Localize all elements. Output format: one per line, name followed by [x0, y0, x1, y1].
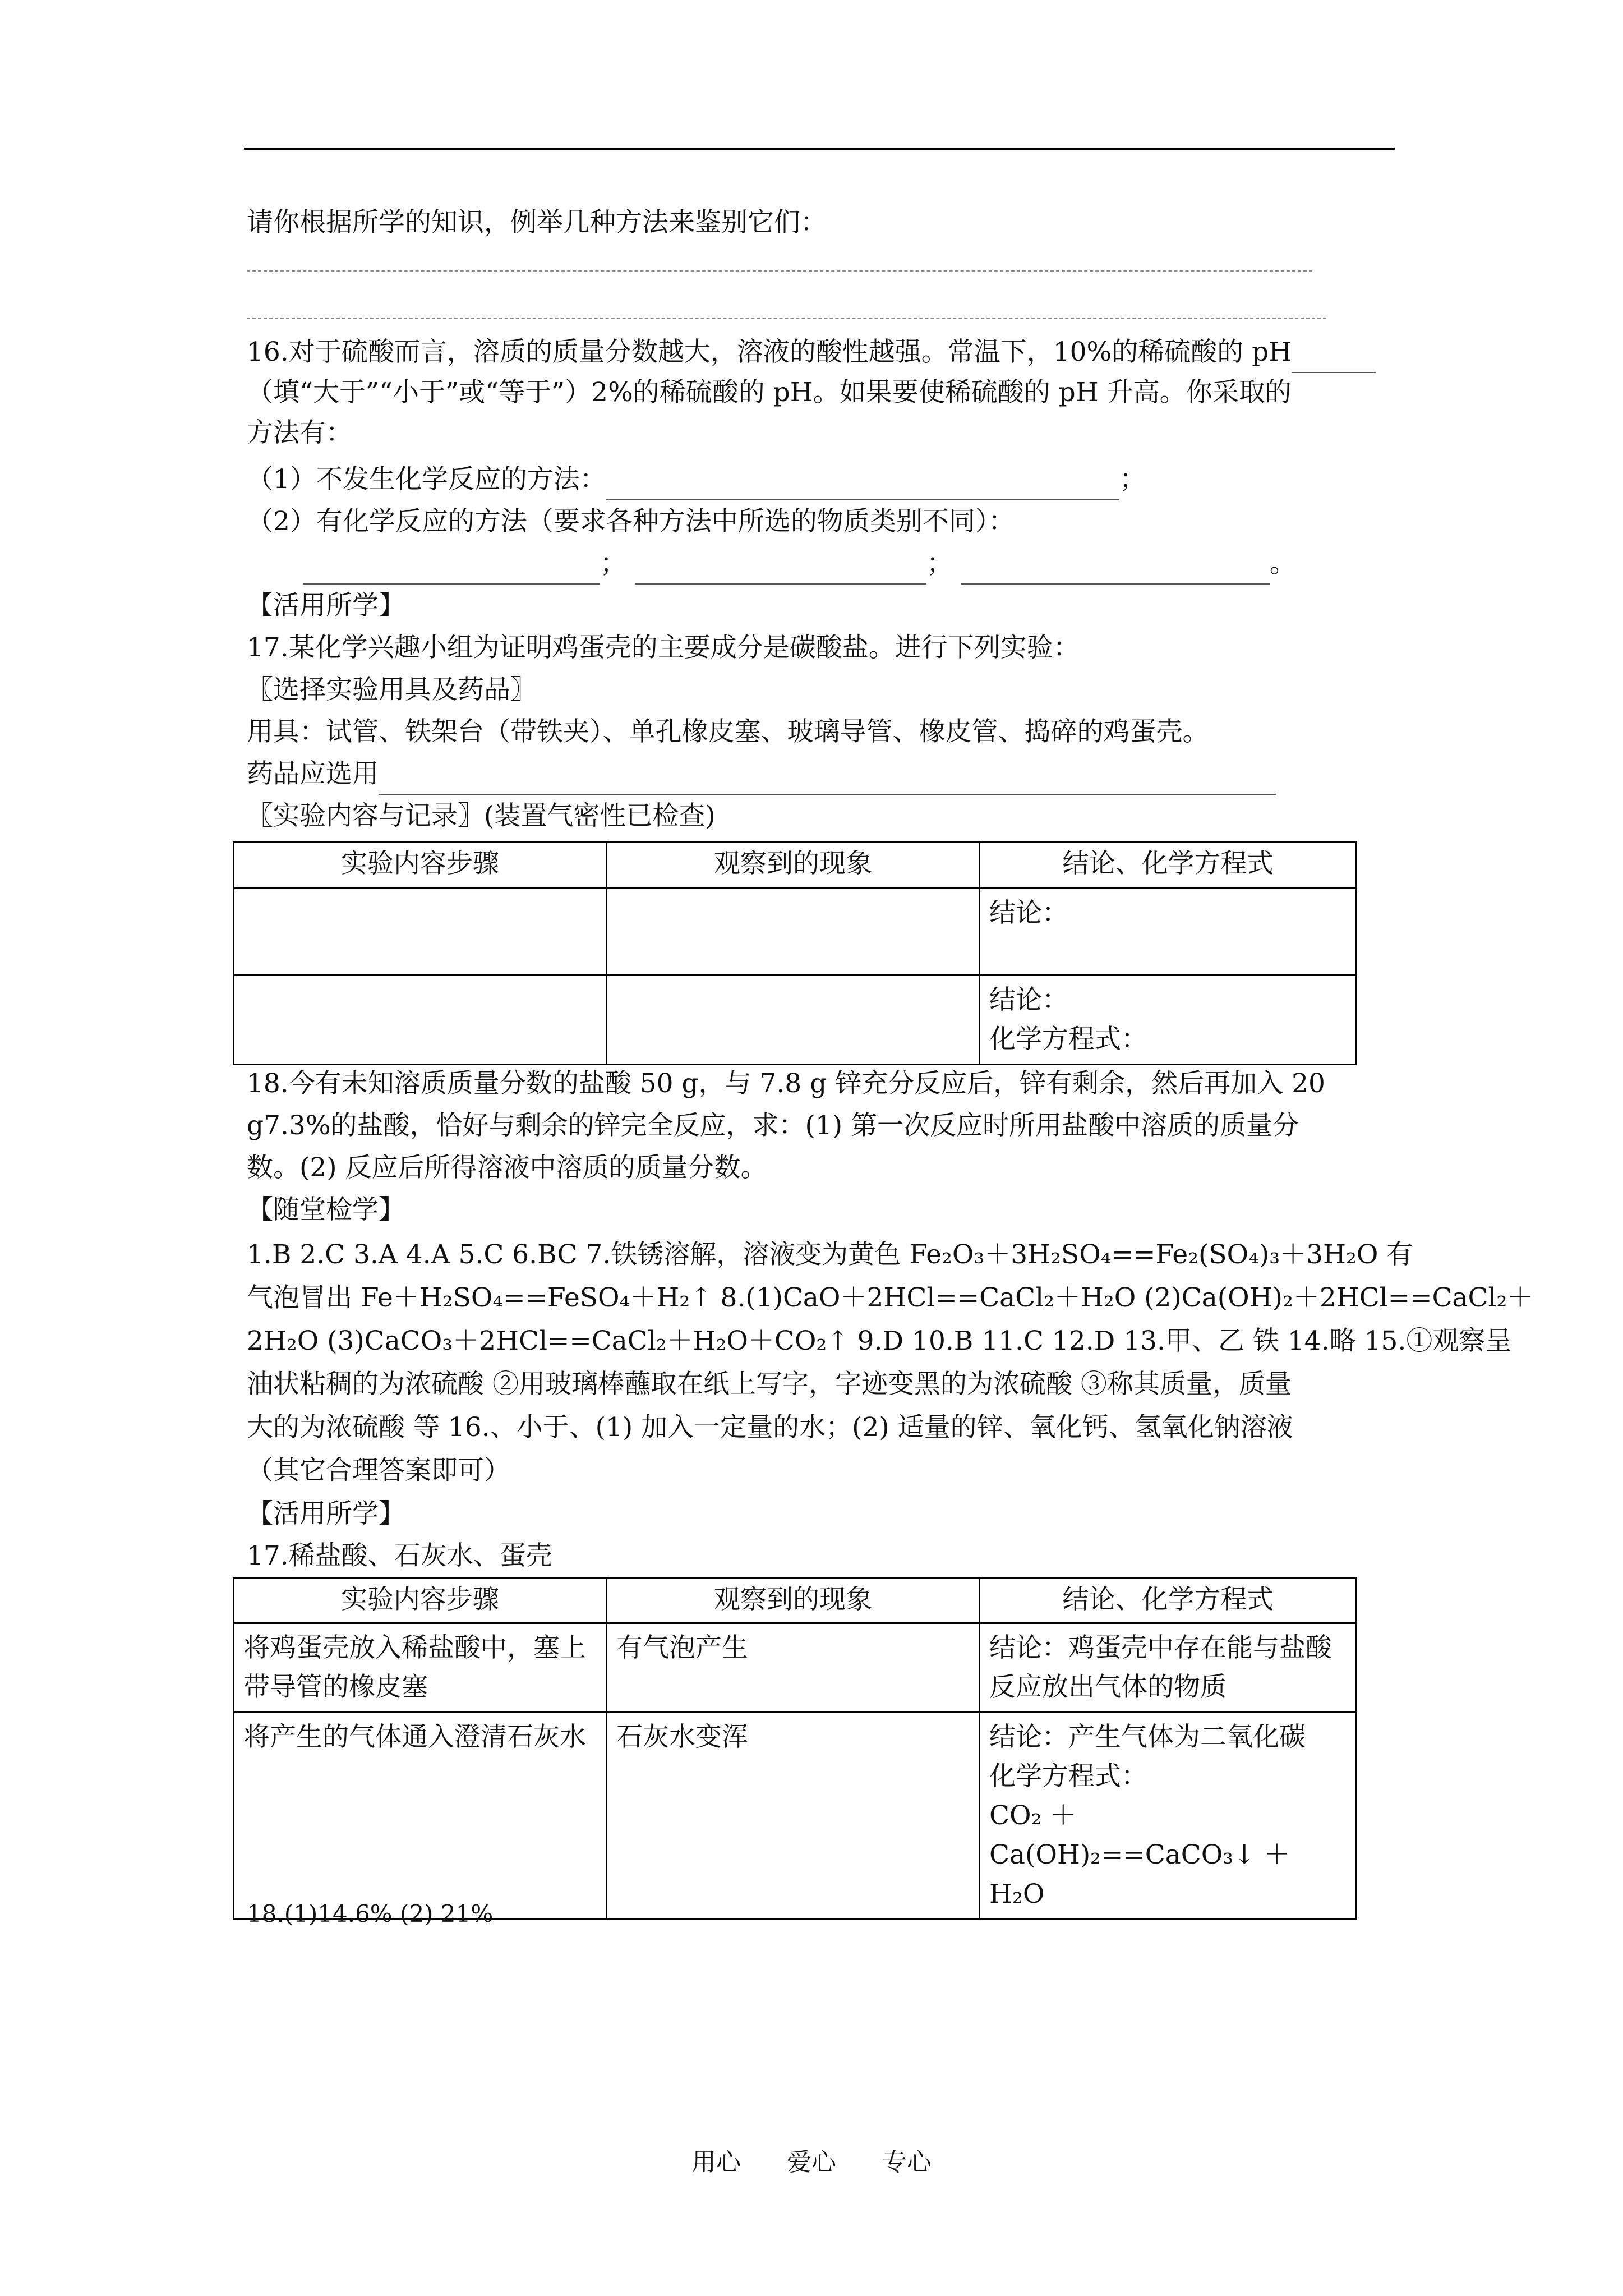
- equation-text: CO₂ ＋ Ca(OH)₂==CaCO₃↓ ＋: [989, 1800, 1290, 1870]
- table-header-row: [234, 1579, 1357, 1623]
- ans18: 18.(1)14.6% (2) 21%: [247, 1900, 494, 1927]
- header-phenomena: 观察到的现象: [607, 1579, 980, 1623]
- equation-label: 化学方程式：: [989, 1761, 1147, 1792]
- q16-method2-blank-a: [303, 553, 600, 585]
- q16-end: 。: [1269, 548, 1296, 579]
- header-steps: 实验内容步骤: [234, 1579, 607, 1623]
- answer-blank-1: [247, 270, 1312, 272]
- q16-method1: [247, 459, 1146, 500]
- section-check: 【随堂检学】: [247, 1194, 405, 1225]
- ans17-drugs: 17.稀盐酸、石灰水、蛋壳: [247, 1540, 552, 1571]
- equation-label: 化学方程式：: [989, 1024, 1147, 1055]
- q16-line2: （填“大于”“小于”或“等于”）2%的稀硫酸的 pH。如果要使稀硫酸的 pH 升高。你采取的: [247, 377, 1292, 408]
- table-row: [234, 1713, 1357, 1920]
- q17-record: 〖实验内容与记录〗(装置气密性已检查): [247, 800, 716, 831]
- q16-method1-label: （1）不发生化学反应的方法：: [247, 464, 606, 495]
- q17-title: 17.某化学兴趣小组为证明鸡蛋壳的主要成分是碳酸盐。进行下列实验：: [247, 632, 1080, 663]
- q16-line1: [247, 332, 1376, 373]
- intro-text: 请你根据所学的知识，例举几种方法来鉴别它们：: [247, 207, 827, 238]
- header-steps: 实验内容步骤: [234, 843, 607, 889]
- section-apply-2: 【活用所学】: [247, 1498, 405, 1529]
- q16-line3: 方法有：: [247, 417, 352, 448]
- footer-word: 用心: [691, 2148, 741, 2177]
- q16-method2-blank-b: [635, 553, 926, 585]
- q18-line2: g7.3%的盐酸，恰好与剩余的锌完全反应，求：(1) 第一次反应时所用盐酸中溶质的质量分: [247, 1110, 1299, 1141]
- cell-empty: [234, 976, 607, 1065]
- cell-conclusion: [980, 1713, 1357, 1920]
- table-row: [234, 889, 1357, 976]
- q16-method1-end: ；: [1119, 464, 1146, 495]
- answers-line4: 油状粘稠的为浓硫酸 ②用玻璃棒蘸取在纸上写字，字迹变黑的为浓硫酸 ③称其质量，质量: [247, 1369, 1292, 1400]
- conclusion-text: 结论：产生气体为二氧化碳: [989, 1722, 1306, 1752]
- answers-line3: 2H₂O (3)CaCO₃＋2HCl==CaCl₂＋H₂O＋CO₂↑ 9.D 10.B 11.C 12.D 13.甲、乙 铁 14.略 15.①观察呈: [247, 1326, 1512, 1356]
- header-rule: [244, 148, 1395, 150]
- q17-drugs: [247, 753, 1276, 795]
- header-phenomena: 观察到的现象: [607, 843, 980, 889]
- cell-phenomenon: 石灰水变浑: [607, 1713, 980, 1920]
- q16-method2: （2）有化学反应的方法（要求各种方法中所选的物质类别不同）：: [247, 506, 1015, 537]
- equation-text-cont: H₂O: [989, 1879, 1045, 1910]
- table-header-row: [234, 843, 1357, 889]
- table-row: [234, 1623, 1357, 1713]
- q16-sep-1: ；: [600, 548, 626, 579]
- footer-word: 爱心: [787, 2148, 836, 2177]
- cell-empty: [607, 976, 980, 1065]
- cell-step: 将产生的气体通入澄清石灰水: [234, 1713, 607, 1920]
- q16-method1-blank: [606, 469, 1119, 500]
- answers-line2: 气泡冒出 Fe＋H₂SO₄==FeSO₄＋H₂↑ 8.(1)CaO＋2HCl==CaCl₂＋H₂O (2)Ca(OH)₂＋2HCl==CaCl₂＋: [247, 1282, 1534, 1313]
- table-row: [234, 976, 1357, 1065]
- q17-tools: 用具：试管、铁架台（带铁夹）、单孔橡皮塞、玻璃导管、橡皮管、捣碎的鸡蛋壳。: [247, 716, 1209, 747]
- q18-line1: 18.今有未知溶质质量分数的盐酸 50 g，与 7.8 g 锌充分反应后，锌有剩余，然后再加入 20: [247, 1068, 1325, 1099]
- q17-select: 〖选择实验用具及药品〗: [247, 674, 537, 705]
- q17-table: [233, 841, 1357, 1065]
- q18-line3: 数。(2) 反应后所得溶液中溶质的质量分数。: [247, 1152, 767, 1183]
- conclusion-label: 结论：: [989, 984, 1068, 1015]
- section-apply: 【活用所学】: [247, 590, 405, 621]
- answers-line5: 大的为浓硫酸 等 16.、小于、(1) 加入一定量的水；(2) 适量的锌、氧化钙、氢氧化钠溶液: [247, 1412, 1293, 1443]
- q17-drugs-blank: [379, 763, 1276, 795]
- page-footer: [0, 2142, 1623, 2178]
- cell-conclusion: 结论：: [980, 889, 1357, 976]
- answer-blank-2: [247, 318, 1326, 319]
- q16-text-1: 16.对于硫酸而言，溶质的质量分数越大，溶液的酸性越强。常温下，10%的稀硫酸的 pH: [247, 337, 1292, 367]
- q16-sep-2: ；: [926, 548, 953, 579]
- footer-word: 专心: [882, 2148, 932, 2177]
- answers-line1: 1.B 2.C 3.A 4.A 5.C 6.BC 7.铁锈溶解，溶液变为黄色 Fe₂O₃＋3H₂SO₄==Fe₂(SO₄)₃＋3H₂O 有: [247, 1239, 1413, 1270]
- cell-conclusion: 结论：鸡蛋壳中存在能与盐酸反应放出气体的物质: [980, 1623, 1357, 1713]
- answers-line6: （其它合理答案即可）: [247, 1455, 510, 1486]
- q16-method2-blanks: [303, 543, 1296, 585]
- header-conclusion: 结论、化学方程式: [980, 1579, 1357, 1623]
- q16-blank-ph: [1292, 342, 1376, 373]
- ans17-table: [233, 1577, 1357, 1920]
- cell-empty: [234, 889, 607, 976]
- cell-empty: [607, 889, 980, 976]
- cell-phenomenon: 有气泡产生: [607, 1623, 980, 1713]
- q16-method2-blank-c: [961, 553, 1270, 585]
- cell-step: 将鸡蛋壳放入稀盐酸中，塞上带导管的橡皮塞: [234, 1623, 607, 1713]
- header-conclusion: 结论、化学方程式: [980, 843, 1357, 889]
- cell-conclusion: [980, 976, 1357, 1065]
- q17-drugs-label: 药品应选用: [247, 758, 379, 789]
